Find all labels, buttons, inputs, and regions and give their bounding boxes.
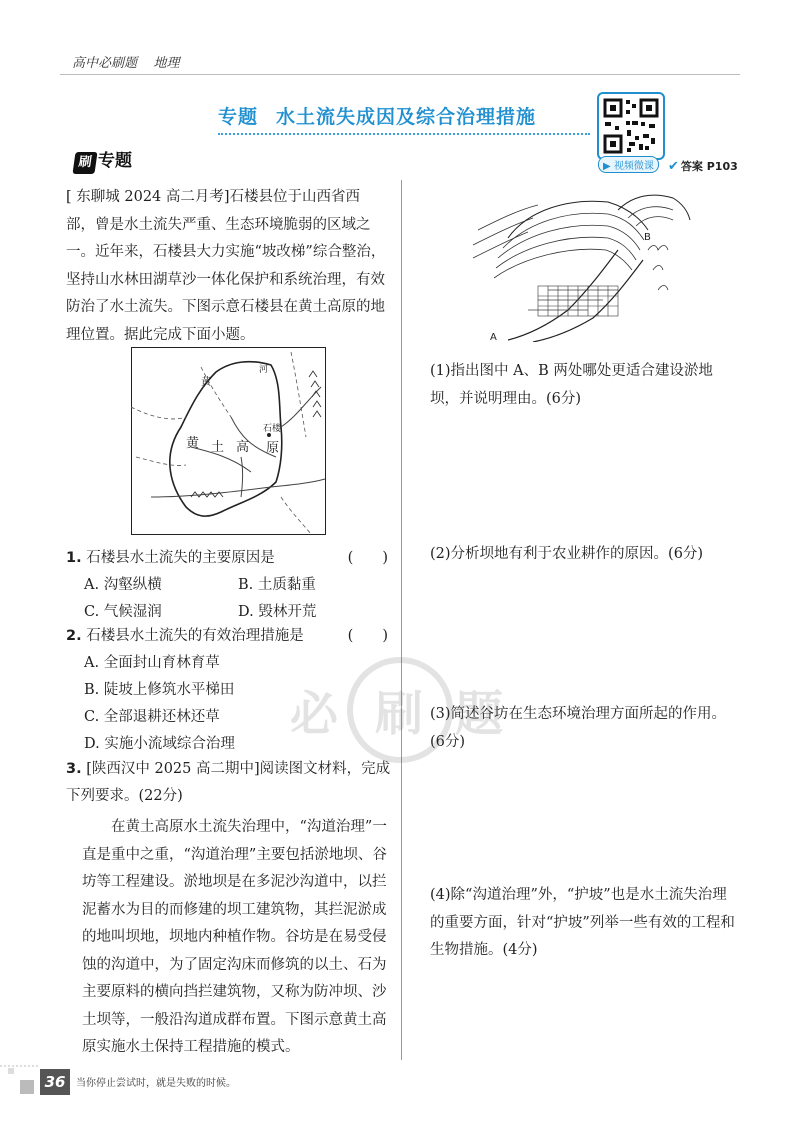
question-1-option-c[interactable]: C. 气候湿润 — [84, 604, 162, 620]
question-2-option-c[interactable]: C. 全部退耕还林还草 — [84, 709, 220, 725]
svg-text:必: 必 — [290, 686, 339, 742]
intro-paragraph — [66, 184, 388, 349]
topic-dotted-rule — [218, 133, 590, 135]
question-3-sub-3: (3)简述谷坊在生态环境治理方面所起的作用。(6分) — [430, 706, 727, 750]
svg-text:题: 题 — [455, 686, 504, 742]
brush-icon: 刷 — [72, 152, 97, 174]
loess-plateau-map — [131, 347, 326, 535]
qr-pattern — [599, 94, 663, 158]
question-2-option-d[interactable]: D. 实施小流域综合治理 — [84, 736, 235, 752]
column-divider — [401, 180, 402, 1060]
footer-motto: 当你停止尝试时，就是失败的时候。 — [76, 1078, 236, 1089]
header-book: 高中必刷题 — [72, 56, 138, 71]
question-3-stem: [陕西汉中 2025 高二期中]阅读图文材料，完成下列要求。(22分) — [66, 761, 391, 804]
intro-text: 石楼县位于山西省西部，曾是水土流失严重、生态环境脆弱的区域之一。近年来，石楼县大力实施“坡改梯”综合整治，坚持山水林田湖草沙一体化保护和系统治理，有效防治了水土流失。下图示意石楼县在黄土高原的地理位置。据此完成下面小题。 — [66, 189, 386, 343]
map-label-gao: 高 — [236, 440, 250, 455]
diagram-label-a: A — [490, 332, 497, 342]
page-number: 36 — [40, 1069, 70, 1095]
section-tag — [74, 146, 132, 174]
answer-ref-text: 答案 P103 — [680, 160, 738, 173]
question-1-answer-blank[interactable]: ( ) — [347, 550, 388, 566]
map-label-yuan: 原 — [266, 441, 280, 456]
answer-reference — [668, 158, 738, 174]
question-1-option-b[interactable]: B. 土质黏重 — [238, 577, 316, 593]
video-lesson-badge[interactable] — [598, 156, 659, 173]
question-1-number: 1. — [66, 550, 82, 566]
map-label-he: 河 — [259, 365, 269, 375]
header-divider — [60, 74, 740, 75]
question-1-option-a[interactable]: A. 沟壑纵横 — [84, 577, 162, 593]
question-2-option-a[interactable]: A. 全面封山育林育草 — [84, 655, 220, 671]
map-label-huang-plateau: 黄 — [186, 436, 200, 451]
question-3-sub-1: (1)指出图中 A、B 两处哪处更适合建设淤地坝，并说明理由。(6分) — [430, 363, 713, 407]
header-subject: 地理 — [153, 56, 180, 71]
video-lesson-label: 视频微课 — [613, 161, 654, 172]
topic-label: 专题 — [218, 106, 259, 128]
question-2-answer-blank[interactable]: ( ) — [347, 628, 388, 644]
map-label-tu: 土 — [211, 440, 225, 455]
soil-conservation-diagram — [468, 190, 693, 342]
question-2-stem: 石楼县水土流失的有效治理措施是 — [86, 628, 304, 644]
svg-text:刷: 刷 — [375, 686, 424, 742]
play-icon: ▶ — [603, 161, 611, 172]
map-label-shilou: 石楼 — [263, 424, 282, 434]
question-2-number: 2. — [66, 628, 82, 644]
question-3-sub-4: (4)除“沟道治理”外，“护坡”也是水土流失治理的重要方面，针对“护坡”列举一些有效的工程和生物措施。(4分) — [430, 887, 735, 958]
question-3-material: 在黄土高原水土流失治理中，“沟道治理”一直是重中之重，“沟道治理”主要包括淤地坝、谷坊等工程建设。淤地坝是在多泥沙沟道中，以拦泥蓄水为目的而修建的坝工建筑物，其拦泥淤成的地叫坝地，坝地内种植作物。谷坊是在易受侵蚀的沟道中，为了固定沟床而修筑的以土、石为主要原料的横向挡拦建筑物，又称为防冲坝、沙土坝等，一般沿沟道成群布置。下图示意黄土高原实施水土保持工程措施的模式。 — [82, 819, 387, 1055]
question-1-stem: 石楼县水土流失的主要原因是 — [86, 550, 275, 566]
qr-code-icon[interactable] — [597, 92, 665, 160]
map-label-huang: 黄 — [201, 377, 211, 388]
question-3-number: 3. — [66, 761, 82, 777]
question-1 — [66, 545, 388, 572]
topic-title-text: 水土流失成因及综合治理措施 — [276, 106, 537, 128]
topic-title — [218, 102, 536, 129]
intro-source: [ 东聊城 2024 高二月考] — [66, 189, 230, 205]
header-book-subject — [72, 52, 180, 71]
question-3-sub-2: (2)分析坝地有利于农业耕作的原因。(6分) — [430, 546, 704, 562]
question-2 — [66, 623, 388, 650]
question-1-option-d[interactable]: D. 毁林开荒 — [238, 604, 317, 620]
question-2-option-b[interactable]: B. 陡坡上修筑水平梯田 — [84, 682, 235, 698]
section-tag-text: 专题 — [98, 151, 132, 171]
diagram-label-b: B — [644, 232, 651, 243]
watermark-seal — [280, 655, 520, 765]
check-icon: ✔ — [668, 159, 679, 174]
